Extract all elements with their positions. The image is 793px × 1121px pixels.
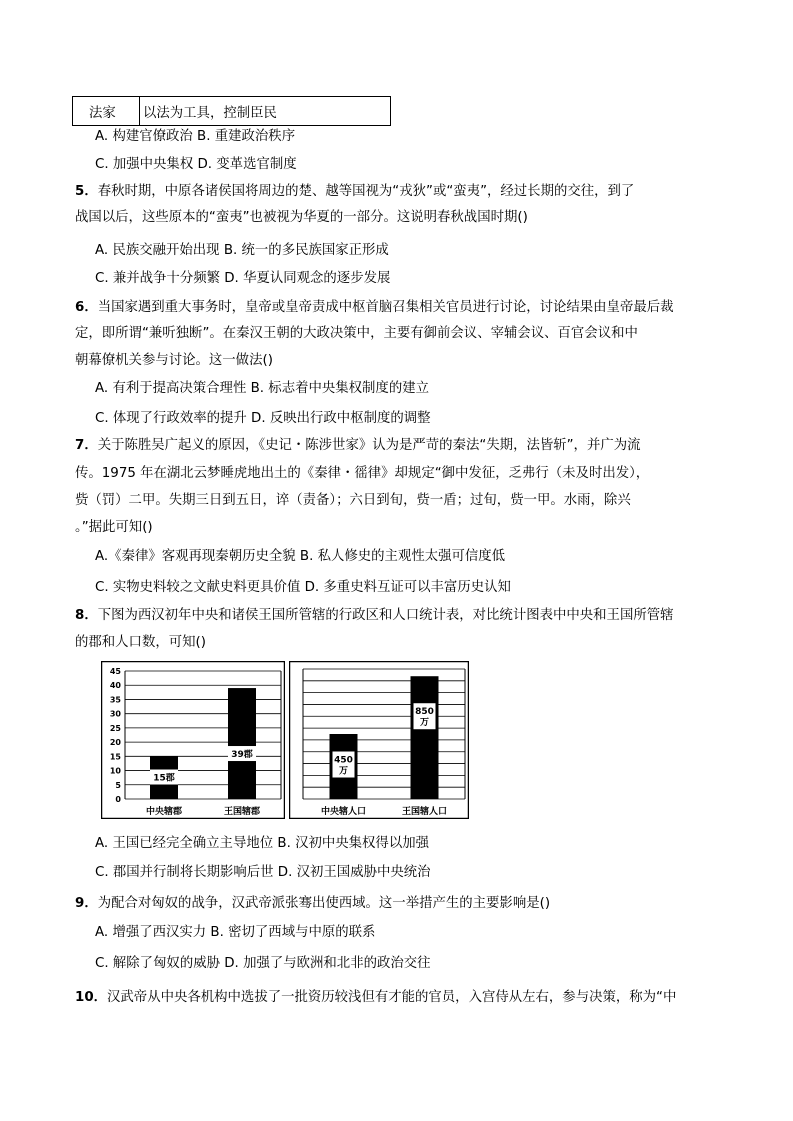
data-label: 850 xyxy=(415,707,434,718)
q6-option-ab: A. 有利于提高决策合理性 B. 标志着中央集权制度的建立 xyxy=(95,381,429,396)
q7-text-1: 关于陈胜吴广起义的原因，《史记・陈涉世家》认为是严苛的秦法“失期，法皆斩”，并广为流 xyxy=(97,438,641,453)
q8-option-ab: A. 王国已经完全确立主导地位 B. 汉初中央集权得以加强 xyxy=(95,836,429,851)
q6-number: 6． xyxy=(75,300,98,315)
q5-number: 5． xyxy=(75,184,98,199)
y-tick-label: 5 xyxy=(115,780,121,790)
table-cell-idea: 以法为工具，控制臣民 xyxy=(143,106,277,121)
q9-stem-line-1 xyxy=(75,895,550,913)
chart-population xyxy=(289,661,469,819)
school-thought-table-fragment xyxy=(72,96,391,126)
q9-option-cd: C. 解除了匈奴的威胁 D. 加强了与欧洲和北非的政治交往 xyxy=(95,956,431,971)
q7-number: 7． xyxy=(75,438,98,453)
q5-option-cd: C. 兼并战争十分频繁 D. 华夏认同观念的逐步发展 xyxy=(95,271,391,286)
q7-stem-line-1 xyxy=(75,437,641,455)
q5-stem-line-2: 战国以后，这些原本的“蛮夷”也被视为华夏的一部分。这说明春秋战国时期() xyxy=(75,210,528,225)
q5-text-1: 春秋时期，中原各诸侯国将周边的楚、越等国视为“戎狄”或“蛮夷”，经过长期的交往，到了 xyxy=(97,184,635,199)
y-tick-label: 0 xyxy=(115,795,121,804)
q7-option-cd: C. 实物史料较之文献史料更具价值 D. 多重史料互证可以丰富历史认知 xyxy=(95,580,511,595)
q5-option-ab: A. 民族交融开始出现 B. 统一的多民族国家正形成 xyxy=(95,243,389,258)
q9-number: 9． xyxy=(75,896,98,911)
y-tick-label: 15 xyxy=(109,752,121,762)
table-divider xyxy=(139,97,140,125)
table-cell-school: 法家 xyxy=(89,106,116,121)
q7-stem-line-3: 赀（罚）二甲。失期三日到五日，谇（责备）；六日到旬，赀一盾；过旬，赀一甲。水雨，除兴 xyxy=(75,493,631,508)
q9-text-1: 为配合对匈奴的战争，汉武帝派张骞出使西域。这一举措产生的主要影响是() xyxy=(97,896,551,911)
bar xyxy=(411,676,439,799)
y-tick-label: 40 xyxy=(109,681,121,691)
x-category-label: 中央辖郡 xyxy=(145,807,183,817)
q8-text-1: 下图为西汉初年中央和诸侯王国所管辖的行政区和人口统计表，对比统计图表中中央和王国所管辖 xyxy=(97,608,674,623)
data-label: 39郡 xyxy=(231,750,253,761)
y-tick-label: 30 xyxy=(109,709,121,719)
q10-text-1: 汉武帝从中央各机构中选拔了一批资历较浅但有才能的官员，入宫侍从左右，参与决策，称为“中 xyxy=(107,990,677,1005)
q9-option-ab: A. 增强了西汉实力 B. 密切了西域与中原的联系 xyxy=(95,925,376,940)
q8-stem-line-1 xyxy=(75,607,674,625)
y-tick-label: 45 xyxy=(109,667,121,676)
x-category-label: 王国辖人口 xyxy=(401,807,448,817)
q8-number: 8． xyxy=(75,608,98,623)
data-label: 15郡 xyxy=(153,773,175,784)
q10-number: 10． xyxy=(75,990,108,1005)
q6-stem-line-1 xyxy=(75,299,674,317)
y-tick-label: 20 xyxy=(109,738,121,748)
q7-stem-line-2: 传。1975 年在湖北云梦睡虎地出土的《秦律・徭律》却规定“御中发征，乏弗行（未及时出发）， xyxy=(75,466,650,481)
q8-stem-line-2: 的郡和人口数，可知() xyxy=(75,635,206,650)
y-tick-label: 25 xyxy=(109,723,121,733)
y-tick-label: 35 xyxy=(109,695,121,705)
q8-option-cd: C. 郡国并行制将长期影响后世 D. 汉初王国威胁中央统治 xyxy=(95,865,431,880)
q5-stem-line-1 xyxy=(75,183,634,201)
q6-option-cd: C. 体现了行政效率的提升 D. 反映出行政中枢制度的调整 xyxy=(95,411,431,426)
q4-option-ab: A. 构建官僚政治 B. 重建政治秩序 xyxy=(95,129,296,144)
q10-stem-line-1 xyxy=(75,989,676,1007)
chart-commanderies xyxy=(101,661,285,819)
data-label: 万 xyxy=(419,718,430,729)
q7-stem-line-4: 。”据此可知() xyxy=(75,520,153,535)
y-tick-label: 10 xyxy=(109,766,121,776)
bar xyxy=(228,688,256,799)
q6-text-1: 当国家遇到重大事务时，皇帝或皇帝责成中枢首脑召集相关官员进行讨论，讨论结果由皇帝最后裁 xyxy=(97,300,674,315)
data-label: 450 xyxy=(334,755,353,766)
data-label: 万 xyxy=(338,766,349,777)
q6-stem-line-3: 朝幕僚机关参与讨论。这一做法() xyxy=(75,353,273,368)
q4-option-cd: C. 加强中央集权 D. 变革选官制度 xyxy=(95,157,297,172)
x-category-label: 中央辖人口 xyxy=(320,807,367,817)
q7-option-ab: A.《秦律》客观再现秦朝历史全貌 B. 私人修史的主观性太强可信度低 xyxy=(95,549,506,564)
x-category-label: 王国辖郡 xyxy=(223,807,261,817)
q6-stem-line-2: 定，即所谓“兼听独断”。在秦汉王朝的大政决策中，主要有御前会议、宰辅会议、百官会议和中 xyxy=(75,326,638,341)
